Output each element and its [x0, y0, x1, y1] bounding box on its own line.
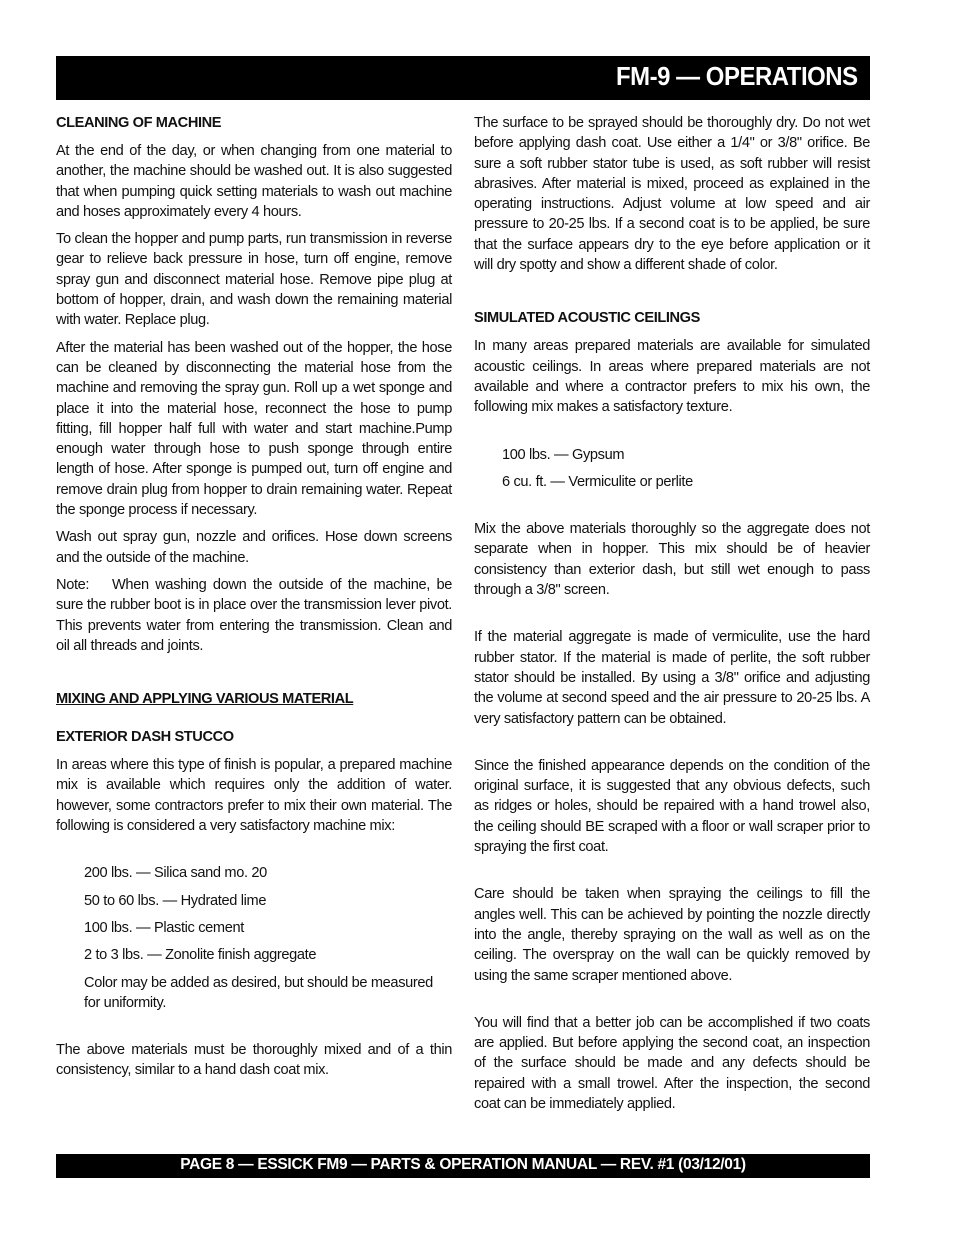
note-label: Note:: [56, 576, 90, 593]
list-item: 2 to 3 lbs. — Zonolite finish aggregate: [84, 947, 317, 964]
list-item: 100 lbs. — Plastic cement: [84, 919, 244, 936]
left-column: [56, 113, 452, 1088]
cleaning-paragraph-3: After the material has been washed out of the hopper, the hose can be cleaned by disconnecting the material hose from the machine and removing the spray gun. Roll up a wet sponge and place it into the material hose, reconnect the hose to pump fitting, fill hopper half full with water and start machine.Pump enough water through hose to push sponge through entire length of hose. After sponge is pumped out, turn off engine and remove drain plug from hopper to drain remaining water. Repeat the sponge process if necessary.: [56, 339, 452, 519]
mixing-heading: MIXING AND APPLYING VARIOUS MATERIAL: [56, 691, 354, 708]
acoustic-paragraph-5: Care should be taken when spraying the ceilings to fill the angles well. This can be achieved by pointing the nozzle directly into the angle, thereby spraying on the wall as well as on the ceiling. The overspray on the wall can be quickly removed by using the same scraper mentioned above.: [474, 886, 870, 984]
acoustic-paragraph-4: Since the finished appearance depends on the condition of the original surface, it is suggested that any obvious defects, such as ridges or holes, should be repaired with a hand trowel also, the ceiling should BE scraped with a floor or wall scraper prior to spraying the first coat.: [474, 757, 870, 856]
acoustic-paragraph-3: If the material aggregate is made of vermiculite, use the hard rubber stator. If the material is made of perlite, the soft rubber stator should be installed. By using a 3/8" orifice and adjusting the volume at second speed and the air pressure to 20-25 lbs. A very satisfactory pattern can be obtained.: [474, 629, 870, 727]
exterior-mix-list: [56, 863, 452, 1013]
acoustic-mix-list: [474, 445, 870, 493]
acoustic-paragraph-1: In many areas prepared materials are available for simulated acoustic ceilings. In areas where prepared materials are not available and where a contractor prefers to mix his own, the following mix makes a satisfactory texture.: [474, 338, 870, 416]
list-item: 6 cu. ft. — Vermiculite or perlite: [502, 473, 693, 490]
footer-bar: [56, 1154, 870, 1178]
page-title: FM-9 — OPERATIONS: [616, 61, 858, 91]
cleaning-paragraph-2: To clean the hopper and pump parts, run transmission in reverse gear to relieve back pressure in hose, turn off engine, remove spray gun and disconnect material hose. Remove pipe plug at bottom of hopper, drain, and wash down the remaining material with water. Replace plug.: [56, 231, 452, 329]
cleaning-paragraph-4: Wash out spray gun, nozzle and orifices. Hose down screens and the outside of the machine.: [56, 529, 452, 566]
note-text: When washing down the outside of the machine, be sure the rubber boot is in place over the transmission lever pivot. This prevents water from entering the transmission. Clean and oil all threads and joints.: [56, 576, 452, 654]
acoustic-paragraph-6: You will find that a better job can be accomplished if two coats are applied. But before applying the second coat, an inspection of the surface should be made and any defects should be repaired with a small trowel. After the inspection, the second coat can be immediately applied.: [474, 1014, 870, 1112]
list-item: 100 lbs. — Gypsum: [502, 446, 625, 463]
footer-text: PAGE 8 — ESSICK FM9 — PARTS & OPERATION MANUAL — REV. #1 (03/12/01): [180, 1156, 746, 1173]
exterior-paragraph-1: In areas where this type of finish is popular, a prepared machine mix is available which requires only the addition of water. however, some contractors prefer to mix their own material. The following is considered a very satisfactory machine mix:: [56, 757, 452, 835]
acoustic-paragraph-2: Mix the above materials thoroughly so the aggregate does not separate when in hopper. This mix should be of heavier consistency than exterior dash, but still wet enough to pass through a 3/8" screen.: [474, 521, 870, 599]
cleaning-heading: CLEANING OF MACHINE: [56, 115, 222, 131]
header-bar: [56, 56, 870, 100]
list-item: 200 lbs. — Silica sand mo. 20: [84, 865, 267, 882]
exterior-heading: EXTERIOR DASH STUCCO: [56, 729, 234, 746]
list-item: 50 to 60 lbs. — Hydrated lime: [84, 892, 267, 909]
note-paragraph: [56, 575, 452, 656]
cleaning-paragraph-1: At the end of the day, or when changing from one material to another, the machine should be washed out. It is also suggested that when pumping quick setting materials to wash out machine and hoses approximately every 4 hours.: [56, 143, 452, 220]
acoustic-heading: SIMULATED ACOUSTIC CEILINGS: [474, 310, 700, 327]
list-item: Color may be added as desired, but should be measured for uniformity.: [84, 974, 433, 1011]
right-column: [474, 113, 870, 1121]
surface-paragraph: The surface to be sprayed should be thoroughly dry. Do not wet before applying dash coat. Use either a 1/4" or 3/8" orifice. Be sure a soft rubber stator tube is used, as soft rubber will resist abrasives. After material is mixed, proceed as explained in the operating instructions. Adjust volume at low speed and air pressure to 20-25 lbs. If a second coat is to be applied, be sure that the surface appears dry to the eye before application or it will dry spotty and show a different shade of color.: [474, 115, 870, 274]
exterior-paragraph-2: The above materials must be thoroughly mixed and of a thin consistency, similar to a hand dash coat mix.: [56, 1042, 452, 1079]
